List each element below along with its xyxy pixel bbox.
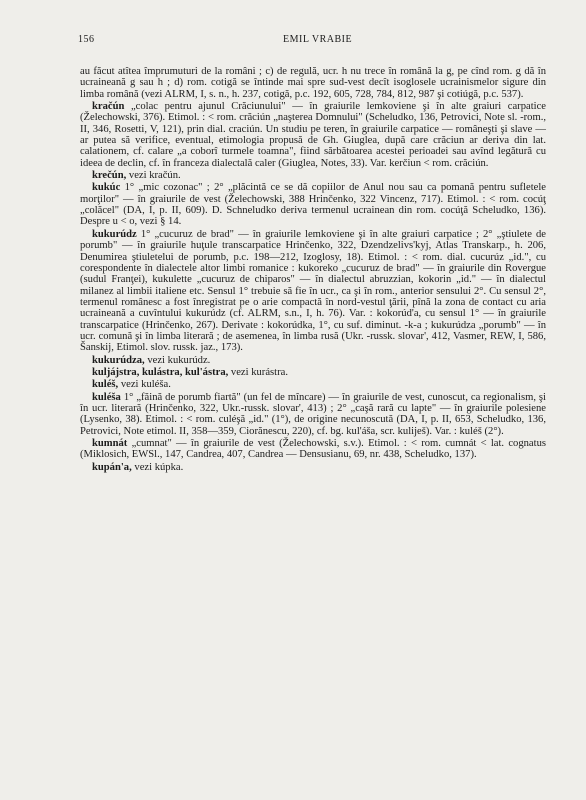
entry-headword: kumnát (92, 438, 128, 449)
entry-headword: kuljájstra, kulástra, kul'ástra, (92, 366, 229, 378)
entry-headword: kupán'a, (92, 461, 132, 473)
page-number: 156 (78, 34, 95, 45)
dictionary-entry (80, 379, 546, 390)
page-header (78, 34, 546, 50)
entry-text: 1° „cucuruz de brad" — în graiurile lemkoviene şi în alte graiuri carpatice ; 2° „ştiulete de porumb" — în graiurile huţule transcarpatice Hrinčenko, 322, Dzendzelivs'kyj, Atlas Transkarp., h. 206, Denumirea ştiuletelui de porumb, p.c. 198—212, Izoglosy, 18). Etimol. : < rom. dial. cucurúz „id.", cu corespondente în dialectele altor limbi romanice : kukoreko „cucuruz de brad" — în graiurile din Rovergue (sudul Franţei), kukulette „cucuruz de chiparos" — în dialectul abruzzian, kokorin „id." — în dialectul milanez al limbii italiene etc. Sensul 1° trebuie să fie în ucr., ca şi în rom., anterior sensului 2°. Cu sensul 2°, termenul românesc a fost înregistrat pe o arie compactă în nord-vestul ţării, pînă la zona de contact cu aria ucraineană a cuvîntului kukurúdz (cf. ALRM, s.n., I, h. 76). Var. : kokorúd'a, cu sensul 1° — în graiurile transcarpatice (Hrinčenko, 267). Derivate : kokorúdka, 1°, cu suf. diminut. -k-a ; kukurúdza „porumb" — în ucr. comună şi în limba literară ; de asemenea, în limba rusă (Ukr. -russk. slovar', 412, Vasmer, REW, I, 586, Šanskij, Etimol. slov. russk. jaz., 173). (80, 228, 546, 354)
entry-text: 1° „făină de porumb fiartă" (un fel de mîncare) — în graiurile de vest, cunoscut, ca regionalism, şi în ucr. literară (Hrinčenko, 322, Ukr.-russk. slovar', 413) ; 2° „caşă rară cu lapte" — în graiurile polesiene (Lysenko, 38). Etimol. : < rom. culéşă „id." (1°), de origine necunoscută (DA, I, p. II, 653, Scheludko, 136, Petrovici, Note etimol. II, 358—359, Ciorănescu, 220), cf. bg. kul'áša, scr. kuliješ). Var. : kuléš (2°). (80, 391, 546, 437)
dictionary-entry (80, 182, 546, 227)
entry-text: vezi kúpka. (131, 461, 184, 473)
entry-headword: kukurúdza, (92, 354, 145, 366)
entry-text: 1° „mic cozonac" ; 2° „plăcintă ce se dă copiilor de Anul nou sau ca pomană pentru sufletele morţilor" — în graiurile de vest (Želechowski, 388 Hrinčenko, 322 Vincenz, 717). Etimol. : < rom. cocúţ „colăcel" (DA, I, p. II, 609). D. Schneludko deriva termenul ucrainean din rom. cocúţă Scheludko, 136). Despre u < o, vezi § 14. (80, 182, 546, 228)
dictionary-entry (80, 438, 546, 461)
entry-text: vezi kuléša. (118, 379, 171, 391)
paragraph-continuation (80, 66, 546, 100)
running-head: EMIL VRABIE (283, 34, 353, 45)
dictionary-entry (80, 170, 546, 181)
entry-text: „colac pentru ajunul Crăciunului" — în graiurile lemkoviene şi în alte graiuri carpatice (Želechowski, 376). Etimol. : < rom. crăciún „naşterea Domnului" (Scheludko, 136, Petrovici, Note sl. -rom., II, 346, Rosetti, V, 121), prin dial. craciún. Un studiu pe teren, în graiurile carpatice — româneşti şi slave — ar putea să verifice, eventual, etimologia propusă de Gh. Giuglea, după care crăciun ar deriva din lat. calationem, cf. calare „a coborî turmele toamna", fiind sărbătoarea acestei perioadei sau avînd legătură cu ideea de declin, cf. în franceza dialectală caler (Giuglea, Notes, 33). Var. kerčiun < rom. crăciún. (80, 101, 546, 169)
entry-headword: kračún (92, 101, 125, 113)
entry-headword: krečún, (92, 170, 127, 182)
entry-text: „cumnat" — în graiurile de vest (Želechowski, s.v.). Etimol. : < rom. cumnát < lat. cognatus (Miklosich, EWSl., 147, Candrea, 407, Candrea — Densusianu, 69, nr. 438, Scheludko, 137). (80, 438, 546, 461)
entry-headword: kuléša (92, 391, 121, 403)
entry-text: vezi kračún. (126, 170, 181, 182)
dictionary-entry (80, 229, 546, 354)
entry-text: au făcut atîtea împrumuturi de la români ; c) de regulă, ucr. h nu trece în română la g, pe cînd rom. g dă în ucraineană g sau h ; d) rom. cotigă se întinde mai spre sud-vest decît isoglosele ucrainismelor sigure din limba română (vezi ALRM, I, s. n., h. 237, cotigă, p.c. 192, 605, 728, 784, 812, 987 şi cotiúgă, p.c. 537). (80, 66, 546, 100)
dictionary-entry (80, 367, 546, 378)
dictionary-entry (80, 462, 546, 473)
dictionary-entry (80, 392, 546, 437)
dictionary-entry (80, 355, 546, 366)
entry-headword: kukúc (92, 182, 121, 194)
entry-headword: kuléš, (92, 379, 119, 391)
dictionary-entry (80, 101, 546, 169)
entry-headword: kukurúdz (92, 228, 137, 240)
entry-text: vezi kukurúdz. (144, 354, 211, 366)
entry-text: vezi kurástra. (228, 366, 288, 378)
page-body (80, 66, 546, 474)
